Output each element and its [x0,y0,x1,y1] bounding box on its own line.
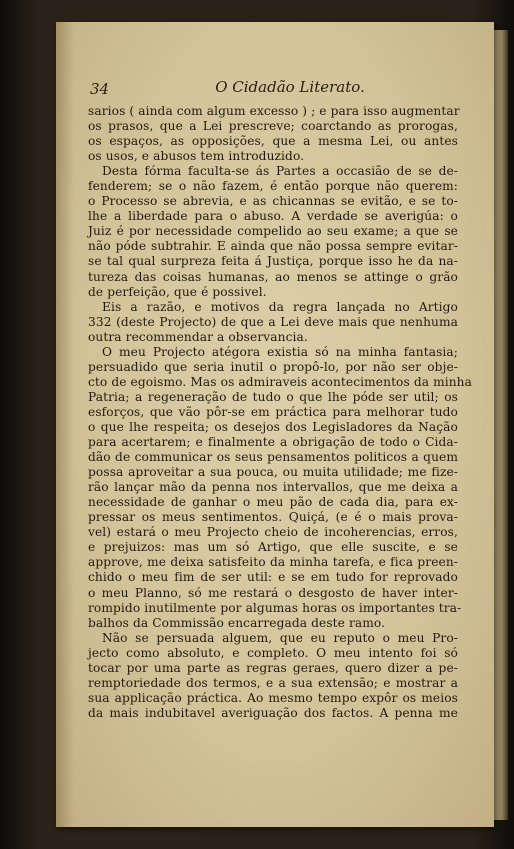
text-line: sarios ( ainda com algum excesso ) ; e para isso augmentar [88,104,460,118]
gutter-shadow [56,22,74,827]
text-line: persuadido que seria inutil o propô-lo, por não ser obje- [88,359,458,374]
text-line: 332 (deste Projecto) de que a Lei deve mais que nenhuma [88,314,458,329]
text-line: Eis a razão, e motivos da regra lançada no Artigo [102,299,458,314]
page-number: 34 [90,80,110,98]
text-line: lhe a liberdade para o abuso. A verdade se averigúa: o [88,209,458,224]
page-header [90,78,460,100]
text-line: Juiz é por necessidade compelido ao seu exame; a que se [88,224,458,239]
text-line: se tal qual surpreza feita á Justiça, porque isso he da na- [88,254,458,269]
text-line: não póde subtrahir. E ainda que não possa sempre evitar- [88,239,458,254]
text-line: tureza das coisas humanas, ao menos se attinge o grão [88,269,458,284]
next-page-edge [494,30,508,820]
text-line: os prasos, que a Lei prescreve; coarctando as prorogas, [88,119,458,134]
text-line: tocar por uma parte as regras geraes, quero dizer a pe- [88,660,458,675]
text-line: cto de egoismo. Mas os admiraveis acontecimentos da minha [88,374,472,389]
text-line: os espaços, as opposições, que a mesma Lei, ou antes [88,134,458,149]
text-line: remptoriedade dos termos, e a sua extensão; e mostrar a [88,675,458,690]
text-line: chido o meu fim de ser util: e se em tudo for reprovado [88,570,458,585]
text-line: esforços, que vão pôr-se em práctica para melhorar tudo [88,404,458,419]
body-text [88,104,472,721]
text-line: sua applicação práctica. Ao mesmo tempo expôr os meios [88,690,458,705]
text-line: rompido inutilmente por algumas horas os importantes tra- [88,600,462,615]
running-head: O Cidadão Literato. [215,78,365,96]
text-line: pressar os meus sentimentos. Quiçá, (e é o mais prova- [88,510,458,525]
text-line: o Processo se abrevia, e as chicannas se evitão, e se to- [88,194,458,209]
text-line: os usos, e abusos tem introduzido. [88,149,305,164]
text-line: necessidade de ganhar o meu pão de cada dia, para ex- [88,495,458,510]
text-line: approve, me deixa satisfeito da minha tarefa, e fica preen- [88,555,458,570]
text-line: rão lançar mão da penna nos intervallos, que me deixa a [88,480,458,495]
text-line: outra recommendar a observancia. [88,329,308,344]
text-line: fenderem; se o não fazem, é então porque não querem: [88,179,458,194]
text-line: Patria; a regeneração de tudo o que lhe póde ser util; os [88,389,458,404]
text-line: vel) estará o meu Projecto cheio de incoherencias, erros, [88,525,458,540]
text-line: balhos da Commissão encarregada deste ramo. [88,615,386,630]
text-line: o meu Planno, só me restará o desgosto de haver inter- [88,585,458,600]
text-line: de perfeição, que é possivel. [88,284,267,299]
text-line: o que lhe respeita; os desejos dos Legisladores da Nação [88,419,458,434]
text-line: da mais indubitavel averiguação dos factos. A penna me [88,705,458,720]
text-line: Desta fórma faculta-se ás Partes a occasião de se de- [102,164,458,179]
text-line: Não se persuada alguem, que eu reputo o meu Pro- [102,630,458,645]
text-line: O meu Projecto atégora existia só na minha fantasia; [102,344,458,359]
text-line: dão de communicar os seus pensamentos politicos a quem [88,450,458,465]
text-line: jecto como absoluto, e completo. O meu intento foi só [88,645,458,660]
text-line: para acertarem; e finalmente a obrigação de todo o Cida- [88,435,458,450]
text-line: e prejuizos: mas um só Artigo, que elle suscite, e se [88,540,458,555]
text-line: possa aproveitar a sua pouca, ou muita utilidade; me fize- [88,465,458,480]
